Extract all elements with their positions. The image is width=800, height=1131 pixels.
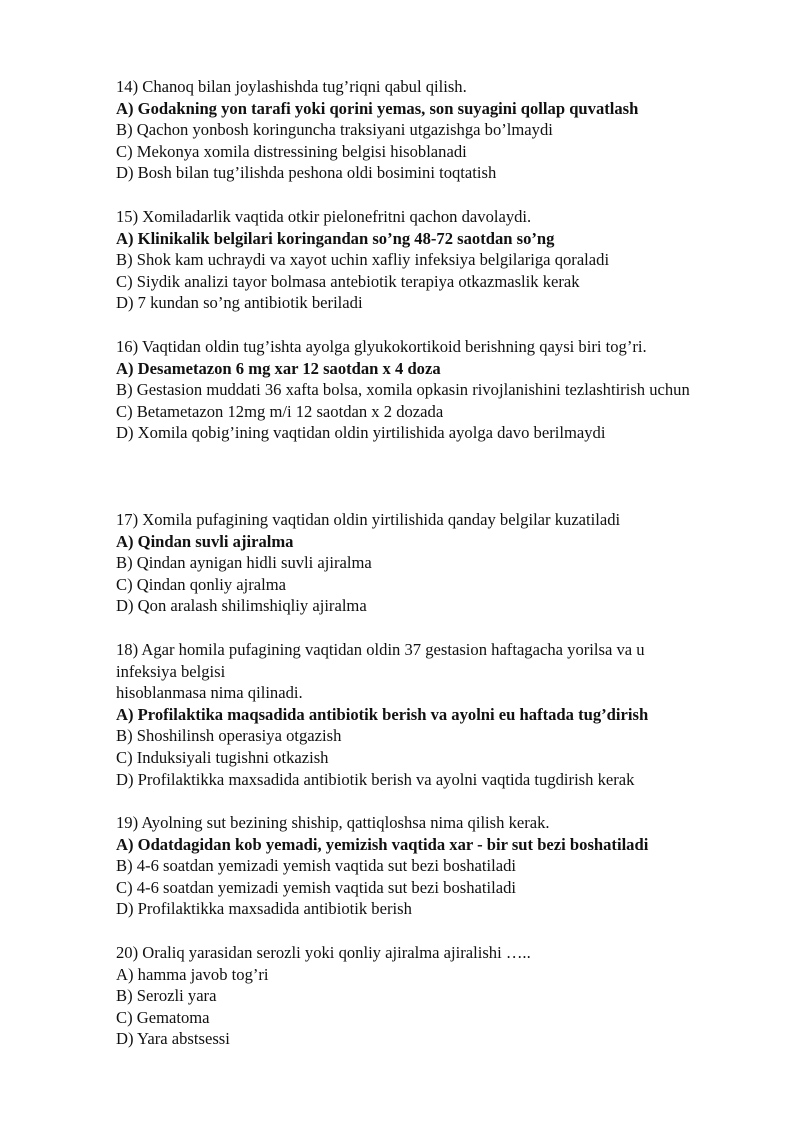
question-text-line: hisoblanmasa nima qilinadi.: [116, 683, 303, 703]
question-text-line: infeksiya belgisi: [116, 661, 226, 681]
answer-option: B) Qindan aynigan hidli suvli ajiralma: [116, 553, 372, 573]
question-20: [116, 942, 726, 1050]
answer-option-correct: A) Klinikalik belgilari koringandan so’ng 48-72 saotdan so’ng: [116, 228, 555, 248]
answer-option: C) Gematoma: [116, 1007, 210, 1027]
question-17: [116, 509, 726, 617]
answer-option: C) Mekonya xomila distressining belgisi hisoblanadi: [116, 141, 467, 161]
answer-option: D) Yara abstsessi: [116, 1029, 230, 1049]
question-19: [116, 812, 726, 920]
question-text: 15) Xomiladarlik vaqtida otkir pielonefritni qachon davolaydi.: [116, 207, 532, 226]
answer-option: C) 4-6 soatdan yemizadi yemish vaqtida sut bezi boshatiladi: [116, 877, 517, 897]
answer-option: B) Serozli yara: [116, 986, 217, 1006]
answer-option: C) Betametazon 12mg m/i 12 saotdan x 2 dozada: [116, 401, 444, 421]
answer-option: C) Induksiyali tugishni otkazish: [116, 747, 329, 767]
answer-option: D) Qon aralash shilimshiqliy ajiralma: [116, 596, 367, 616]
question-15: [116, 206, 726, 314]
answer-option: D) Profilaktikka maxsadida antibiotik berish va ayolni vaqtida tugdirish kerak: [116, 769, 635, 789]
answer-option: D) Xomila qobig’ining vaqtidan oldin yirtilishida ayolga davo berilmaydi: [116, 423, 606, 443]
question-text: 19) Ayolning sut bezining shiship, qattiqloshsa nima qilish kerak.: [116, 813, 550, 832]
answer-option: B) Gestasion muddati 36 xafta bolsa, xomila opkasin rivojlanishini tezlashtirish uchun: [116, 380, 690, 400]
answer-option: B) Shoshilinsh operasiya otgazish: [116, 726, 342, 746]
question-text: 16) Vaqtidan oldin tug’ishta ayolga glyukokortikoid berishning qaysi biri tog’ri.: [116, 337, 647, 356]
answer-option-correct: A) Qindan suvli ajiralma: [116, 531, 294, 551]
question-16: [116, 336, 726, 444]
question-18: [116, 639, 726, 790]
answer-option: D) Bosh bilan tug’ilishda peshona oldi bosimini toqtatish: [116, 163, 497, 183]
question-text: 14) Chanoq bilan joylashishda tug’riqni qabul qilish.: [116, 77, 467, 96]
answer-option-correct: A) Godakning yon tarafi yoki qorini yemas, son suyagini qollap quvatlash: [116, 98, 639, 118]
answer-option-correct: A) Desametazon 6 mg xar 12 saotdan x 4 doza: [116, 358, 441, 378]
question-text-line: 18) Agar homila pufagining vaqtidan oldin 37 gestasion haftagacha yorilsa va u: [116, 640, 645, 659]
answer-option: A) hamma javob tog’ri: [116, 964, 269, 984]
answer-option: B) Qachon yonbosh koringuncha traksiyani utgazishga bo’lmaydi: [116, 120, 553, 140]
answer-option: D) 7 kundan so’ng antibiotik beriladi: [116, 293, 363, 313]
answer-option: B) 4-6 soatdan yemizadi yemish vaqtida sut bezi boshatiladi: [116, 856, 517, 876]
answer-option: C) Qindan qonliy ajralma: [116, 574, 287, 594]
answer-option: B) Shok kam uchraydi va xayot uchin xafliy infeksiya belgilariga qoraladi: [116, 250, 610, 270]
question-text: 17) Xomila pufagining vaqtidan oldin yirtilishida qanday belgilar kuzatiladi: [116, 510, 621, 529]
answer-option: D) Profilaktikka maxsadida antibiotik berish: [116, 899, 412, 919]
answer-option-correct: A) Profilaktika maqsadida antibiotik berish va ayolni eu haftada tug’dirish: [116, 704, 649, 724]
answer-option-correct: A) Odatdagidan kob yemadi, yemizish vaqtida xar - bir sut bezi boshatiladi: [116, 834, 649, 854]
answer-option: C) Siydik analizi tayor bolmasa antebiotik terapiya otkazmaslik kerak: [116, 271, 580, 291]
question-14: [116, 76, 726, 184]
question-text: 20) Oraliq yarasidan serozli yoki qonliy ajiralma ajiralishi …..: [116, 943, 531, 962]
